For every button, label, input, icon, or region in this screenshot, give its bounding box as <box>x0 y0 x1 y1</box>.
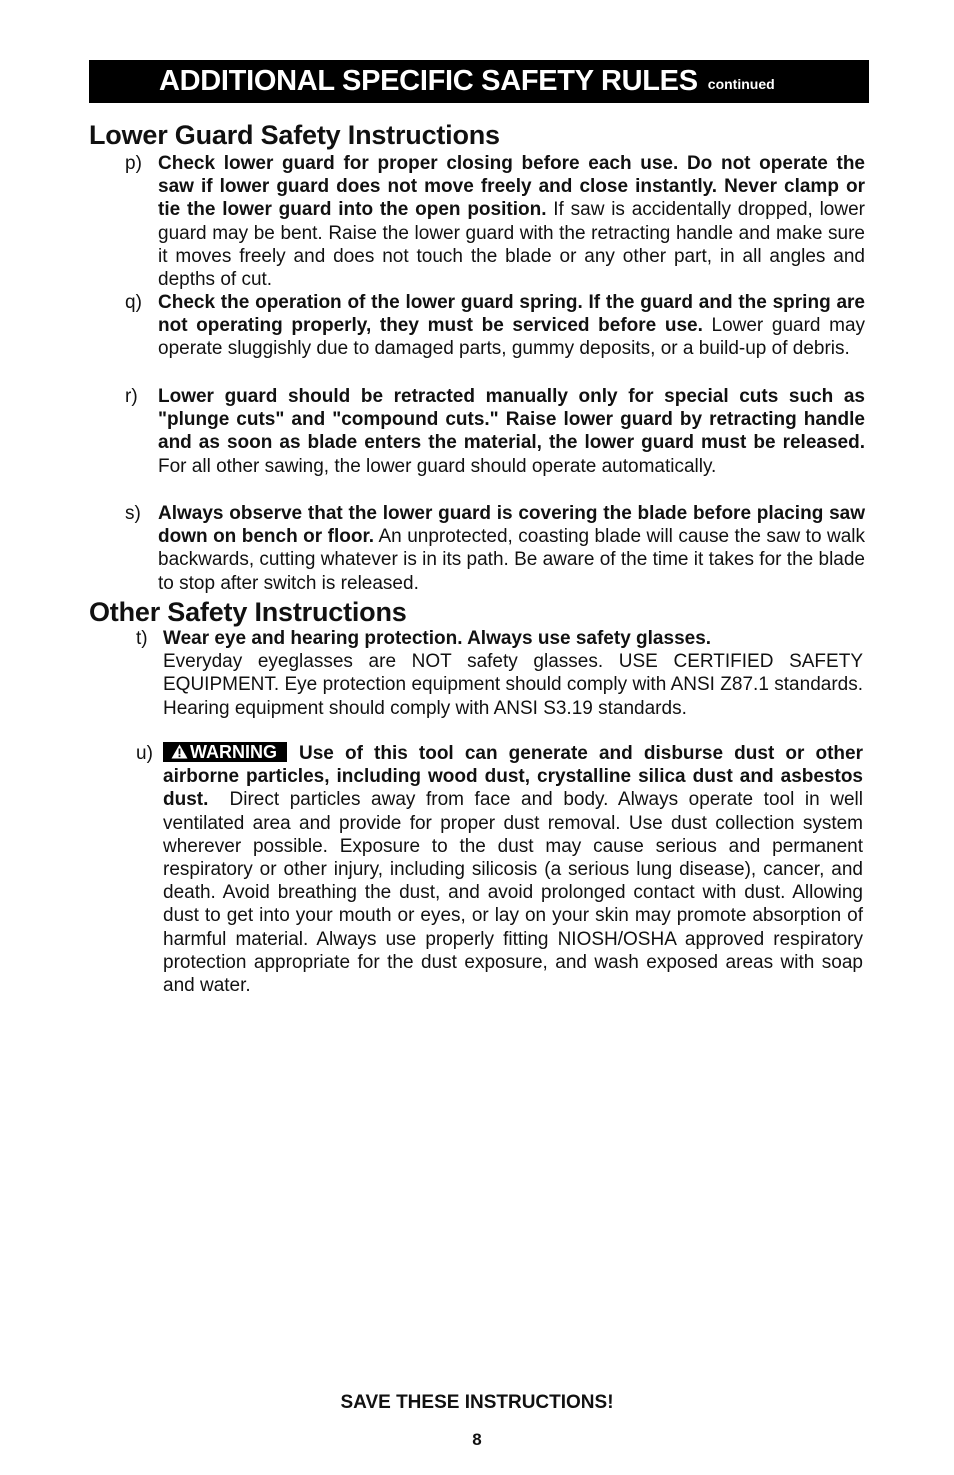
rule-bold-text: Check the operation of the lower guard spring. If the guard and the spring are not operating properly, they must be serviced before use. <box>158 292 865 337</box>
save-instructions: SAVE THESE INSTRUCTIONS! <box>340 1392 614 1413</box>
rule-bold-text: Wear eye and hearing protection. Always use safety glasses. <box>163 628 712 649</box>
rule-item-u <box>136 742 869 997</box>
warning-label: WARNING <box>190 742 277 762</box>
rule-item-t <box>136 627 863 720</box>
banner-continued: continued <box>707 75 775 92</box>
rule-item-q <box>125 291 866 361</box>
rule-text: Everyday eyeglasses are NOT safety glasses. USE CERTIFIED SAFETY EQUIPMENT. Eye protection equipment should comply with ANSI Z87.1 standards. Hearing equipment should comply with ANSI S3.19 standards. <box>163 651 863 719</box>
rule-label: p) <box>125 153 142 174</box>
rule-text: An unprotected, coasting blade will cause the saw to walk backwards, cutting whatever is in its path. Be aware of the time it takes for the blade to stop after switch is released. <box>158 526 865 594</box>
rule-bold-text: Check lower guard for proper closing before each use. Do not operate the saw if lower guard does not move freely and close instantly. Never clamp or tie the lower guard into the open position. <box>158 153 865 221</box>
rule-label: t) <box>136 628 148 649</box>
rule-item-r <box>125 385 865 478</box>
section-banner <box>89 60 869 103</box>
rule-label: q) <box>125 292 142 313</box>
banner-title: ADDITIONAL SPECIFIC SAFETY RULES <box>159 65 698 97</box>
rule-text: Direct particles away from face and body. Always operate tool in well ventilated area and provide for proper dust removal. Use dust collection system wherever possible. Exposure to the dust may cause serious and permanent respiratory or other injury, including silicosis (a serious lung disease), cancer, and death. Avoid breathing the dust, and avoid prolonged contact with dust. Allowing dust to get into your mouth or eyes, or lay on your skin may promote absorption of harmful material. Always use properly fitting NIOSH/OSHA approved respiratory protection appropriate for the dust exposure, and wash exposed areas with soap and water. <box>163 789 869 997</box>
rule-bold-text: Lower guard should be retracted manually only for special cuts such as "plunge cuts" and "compound cuts." Raise lower guard by retracting handle and as soon as blade enters the material, the lower guard must be released. <box>158 386 865 454</box>
rule-text: Lower guard may operate sluggishly due to damaged parts, gummy deposits, or a build-up of debris. <box>158 315 866 360</box>
warning-badge <box>163 742 287 762</box>
warning-triangle-icon <box>171 744 188 759</box>
rule-bold-text: Always observe that the lower guard is covering the blade before placing saw down on bench or floor. <box>158 503 865 548</box>
rule-bold-text: Use of this tool can generate and disburse dust or other airborne particles, including wood dust, crystalline silica dust and asbestos dust. <box>163 743 863 811</box>
rule-label: s) <box>125 503 141 524</box>
lower-guard-heading: Lower Guard Safety Instructions <box>89 120 500 150</box>
rule-text: If saw is accidentally dropped, lower guard may be bent. Raise the lower guard with the retracting handle and make sure it moves freely and does not touch the blade or any other part, in all angles and depths of cut. <box>158 199 865 291</box>
rule-text: For all other sawing, the lower guard should operate automatically. <box>158 455 717 477</box>
rule-item-s <box>125 502 865 595</box>
rule-item-p <box>125 152 865 291</box>
other-safety-heading: Other Safety Instructions <box>89 597 407 627</box>
rule-label: r) <box>125 386 138 407</box>
page-number: 8 <box>472 1430 482 1449</box>
rule-label: u) <box>136 743 153 764</box>
